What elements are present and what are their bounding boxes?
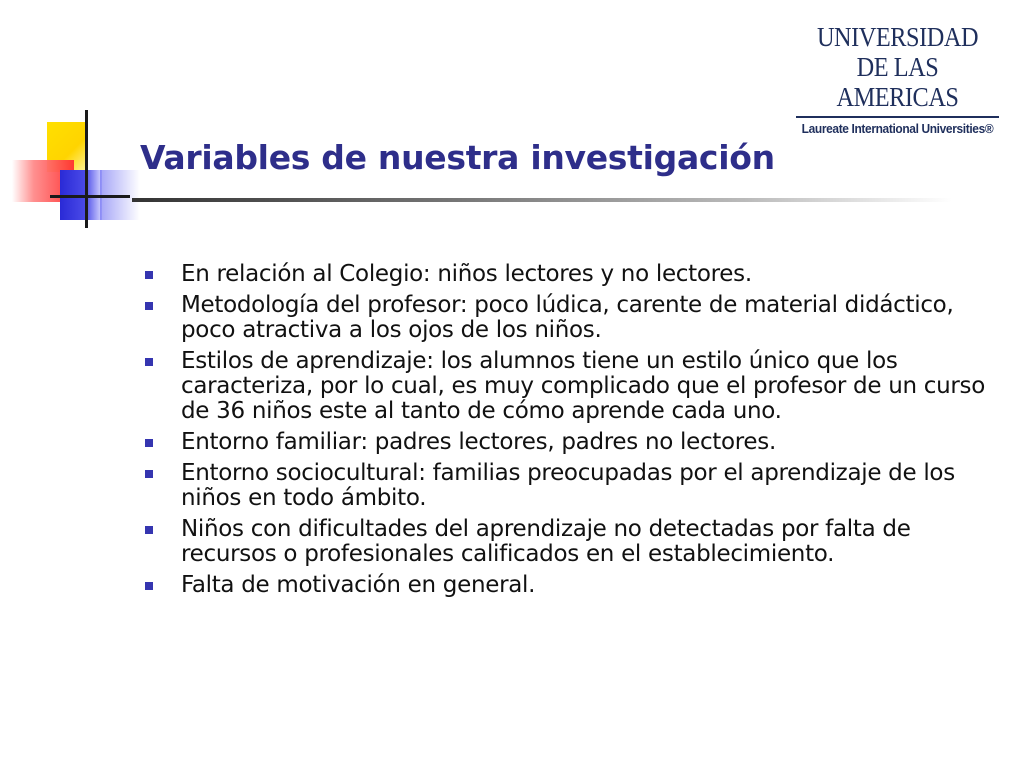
bullet-item bbox=[145, 430, 1005, 455]
logo-tagline: Laureate International Universities® bbox=[801, 121, 994, 136]
horizontal-line bbox=[50, 195, 130, 198]
logo-divider bbox=[796, 116, 999, 118]
bullet-square-icon bbox=[145, 271, 153, 279]
bullet-square-icon bbox=[145, 526, 153, 534]
bullet-text: Entorno familiar: padres lectores, padres no lectores. bbox=[181, 429, 776, 455]
bullet-square-icon bbox=[145, 302, 153, 310]
bullet-item bbox=[145, 517, 1005, 567]
bullet-item bbox=[145, 461, 1005, 511]
bullet-item bbox=[145, 573, 1005, 598]
bullet-square-icon bbox=[145, 582, 153, 590]
bullet-text: Entorno sociocultural: familias preocupadas por el aprendizaje de los niños en todo ámbito. bbox=[181, 460, 955, 511]
vertical-line bbox=[85, 110, 88, 228]
bullet-list bbox=[145, 262, 1005, 604]
bullet-text: En relación al Colegio: niños lectores y no lectores. bbox=[181, 261, 752, 287]
university-logo bbox=[790, 22, 1005, 136]
bullet-square-icon bbox=[145, 439, 153, 447]
bullet-text: Falta de motivación en general. bbox=[181, 572, 536, 598]
bullet-square-icon bbox=[145, 470, 153, 478]
bullet-item bbox=[145, 262, 1005, 287]
bullet-text: Estilos de aprendizaje: los alumnos tiene un estilo único que los caracteriza, por lo cual, es muy complicado que el profesor de un curso de 36 niños este al tanto de cómo aprende cada uno. bbox=[181, 348, 985, 424]
bullet-item bbox=[145, 349, 1005, 424]
bullet-text: Metodología del profesor: poco lúdica, carente de material didáctico, poco atractiva a los ojos de los niños. bbox=[181, 292, 954, 343]
bullet-square-icon bbox=[145, 358, 153, 366]
title-underline bbox=[132, 198, 952, 202]
decorative-squares-graphic bbox=[0, 100, 160, 235]
bullet-text: Niños con dificultades del aprendizaje no detectadas por falta de recursos o profesionales calificados en el establecimiento. bbox=[181, 516, 911, 567]
slide-title: Variables de nuestra investigación bbox=[140, 138, 775, 177]
logo-name-line1: UNIVERSIDAD bbox=[816, 22, 979, 52]
logo-name-line2: DE LAS AMERICAS bbox=[836, 52, 959, 112]
bullet-item bbox=[145, 293, 1005, 343]
